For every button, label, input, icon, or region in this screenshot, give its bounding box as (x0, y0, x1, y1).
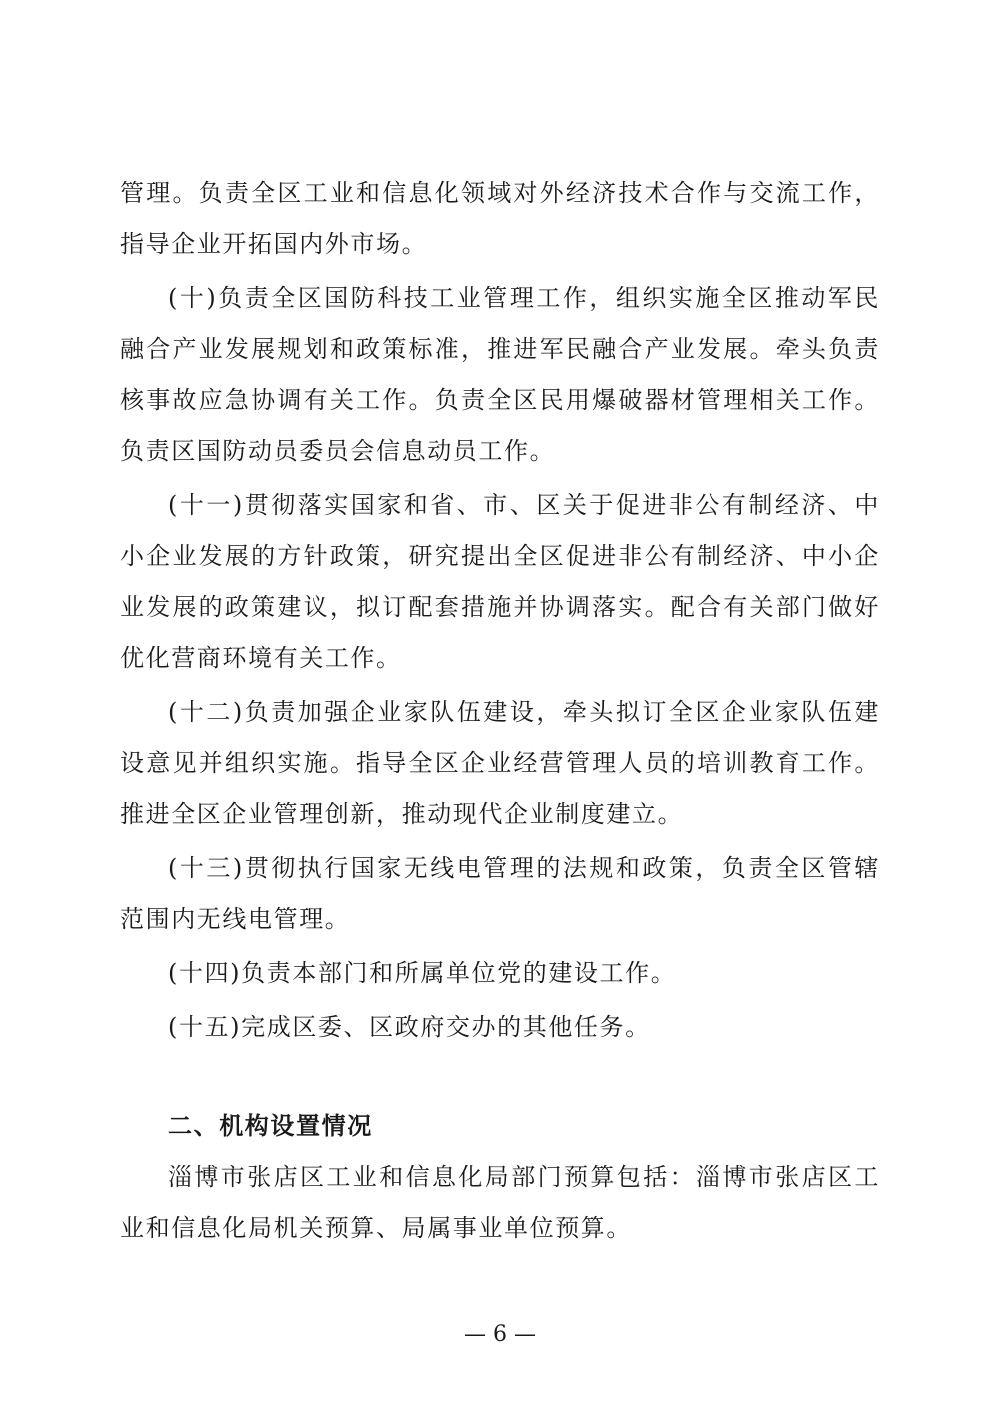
paragraph-item-10: (十)负责全区国防科技工业管理工作，组织实施全区推动军民融合产业发展规划和政策标准，推进军民融合产业发展。牵头负责核事故应急协调有关工作。负责全区民用爆破器材管理相关工作。负责区国防动员委员会信息动员工作。 (120, 284, 880, 465)
paragraph-item-15: (十五)完成区委、区政府交办的其他任务。 (168, 1013, 651, 1041)
section-body: 淄博市张店区工业和信息化局部门预算包括：淄博市张店区工业和信息化局机关预算、局属事业单位预算。 (120, 1163, 880, 1242)
paragraph-item-14: (十四)负责本部门和所属单位党的建设工作。 (168, 959, 677, 987)
document-body (120, 168, 880, 1254)
page-number: — 6 — (464, 1322, 536, 1347)
paragraph-item-11: (十一)贯彻落实国家和省、市、区关于促进非公有制经济、中小企业发展的方针政策，研究提出全区促进非公有制经济、中小企业发展的政策建议，拟订配套措施并协调落实。配合有关部门做好优化营商环境有关工作。 (120, 491, 880, 672)
section-heading: 二、机构设置情况 (168, 1112, 373, 1140)
paragraph-continued: 管理。负责全区工业和信息化领域对外经济技术合作与交流工作，指导企业开拓国内外市场。 (120, 179, 880, 258)
paragraph-item-13: (十三)贯彻执行国家无线电管理的法规和政策，负责全区管辖范围内无线电管理。 (120, 854, 880, 933)
paragraph-item-12: (十二)负责加强企业家队伍建设，牵头拟订全区企业家队伍建设意见并组织实施。指导全区企业经营管理人员的培训教育工作。推进全区企业管理创新，推动现代企业制度建立。 (120, 698, 880, 828)
